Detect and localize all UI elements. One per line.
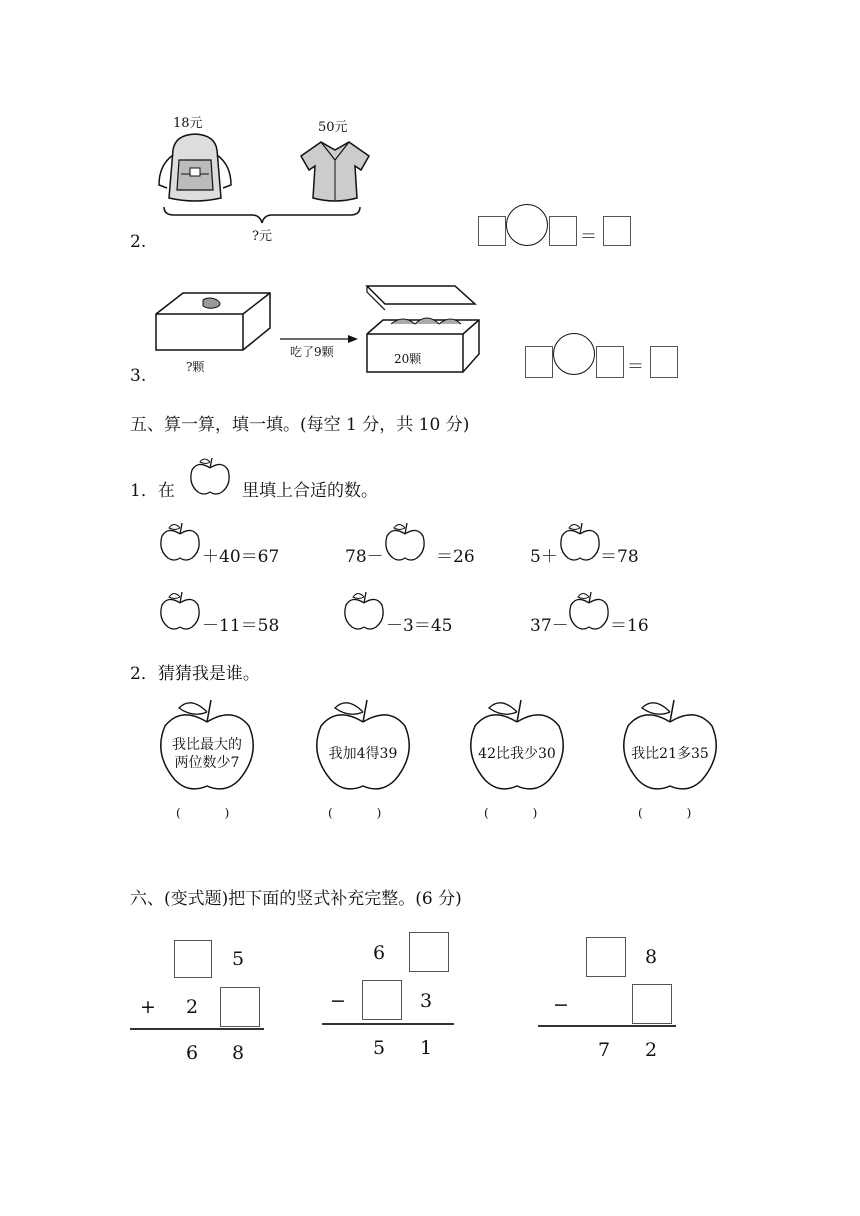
equation-3-right: ＝78 [600,547,639,567]
problem-2-mid-digit: 3 [420,990,433,1012]
apple-3-line-1: 42比我少30 [478,746,556,762]
equation-2-left: 78－ [345,547,384,567]
apple-blank-4[interactable] [158,589,202,631]
equation-4-right: －11＝58 [202,616,280,636]
apple-4-answer[interactable]: ( ) [638,806,694,820]
section-five-title: 五、算一算，填一填。(每空 1 分，共 10 分) [130,415,470,435]
apple-blank-1[interactable] [158,520,202,562]
problem-3-top-digit: 8 [645,946,658,968]
equation-3-left: 5＋ [530,547,558,567]
problem-1-blank-mid[interactable] [220,987,260,1027]
apple-1-answer[interactable]: ( ) [176,806,232,820]
total-brace [162,205,362,225]
closed-box-icon [155,292,271,352]
section-six-title: 六、(变式题)把下面的竖式补充完整。(6 分) [130,889,462,909]
q1-suffix: 里填上合适的数。 [242,481,378,501]
apple-4-line-1: 我比21多35 [631,746,709,762]
q3-answer-box-1[interactable] [525,346,553,378]
open-box-label: 20颗 [394,352,422,366]
equation-6-right: ＝16 [610,616,649,636]
apple-1-line-2: 两位数少7 [174,755,240,771]
question-number-2: 2. [130,232,147,252]
q3-operator-circle[interactable] [553,333,595,375]
apple-2-answer[interactable]: ( ) [328,806,384,820]
arrow-icon [280,334,360,344]
q2-guess-title: 2．猜猜我是谁。 [130,664,260,684]
total-label: ?元 [252,229,272,244]
apple-blank-2[interactable] [383,520,427,562]
apple-blank-5[interactable] [342,589,386,631]
apple-blank-6[interactable] [567,589,611,631]
big-apple-icon [620,694,720,794]
backpack-price: 18元 [173,116,203,131]
problem-1-top-digit: 5 [232,948,245,970]
problem-3-result-tens: 7 [598,1039,611,1061]
problem-1-result-ones: 8 [232,1042,245,1064]
apple-2-line-1: 我加4得39 [328,746,398,762]
q2-answer-box-2[interactable] [549,216,577,246]
problem-3-line [538,1025,676,1027]
problem-2-result-tens: 5 [373,1037,386,1059]
apple-1-line-1: 我比最大的 [172,737,242,753]
problem-2-blank-mid[interactable] [362,980,402,1020]
q2-equals-sign: ＝ [580,227,597,247]
problem-2-operator: − [330,990,346,1012]
apple-icon [188,456,232,496]
arrow-label: 吃了9颗 [290,345,334,359]
shirt-icon [295,138,375,206]
backpack-icon [155,130,235,205]
equation-2-right: ＝26 [436,547,475,567]
equation-5-right: －3＝45 [386,616,453,636]
closed-box-label: ?颗 [186,360,205,374]
problem-3-blank-top[interactable] [586,937,626,977]
equation-6-left: 37－ [530,616,569,636]
problem-3-result-ones: 2 [645,1039,658,1061]
q1-prefix: 1．在 [130,481,175,501]
q2-answer-box-1[interactable] [478,216,506,246]
apple-blank-3[interactable] [558,520,602,562]
problem-1-operator: + [140,996,156,1018]
problem-2-blank-top[interactable] [409,932,449,972]
open-box-icon [363,284,483,374]
big-apple-icon [313,694,413,794]
q2-answer-box-3[interactable] [603,216,631,246]
q3-answer-box-3[interactable] [650,346,678,378]
problem-3-blank-mid[interactable] [632,984,672,1024]
problem-1-blank-top[interactable] [174,940,212,978]
q3-answer-box-2[interactable] [596,346,624,378]
apple-3-answer[interactable]: ( ) [484,806,540,820]
problem-1-result-tens: 6 [186,1042,199,1064]
problem-2-line [322,1023,454,1025]
problem-3-operator: − [553,994,569,1016]
question-number-3: 3. [130,366,147,386]
q3-equals-sign: ＝ [627,357,644,377]
problem-2-top-digit: 6 [373,942,386,964]
shirt-price: 50元 [318,120,348,135]
problem-2-result-ones: 1 [420,1037,433,1059]
problem-1-mid-digit: 2 [186,996,199,1018]
problem-1-line [130,1028,264,1030]
big-apple-icon [467,694,567,794]
q2-operator-circle[interactable] [506,204,548,246]
equation-1-right: ＋40＝67 [202,547,280,567]
